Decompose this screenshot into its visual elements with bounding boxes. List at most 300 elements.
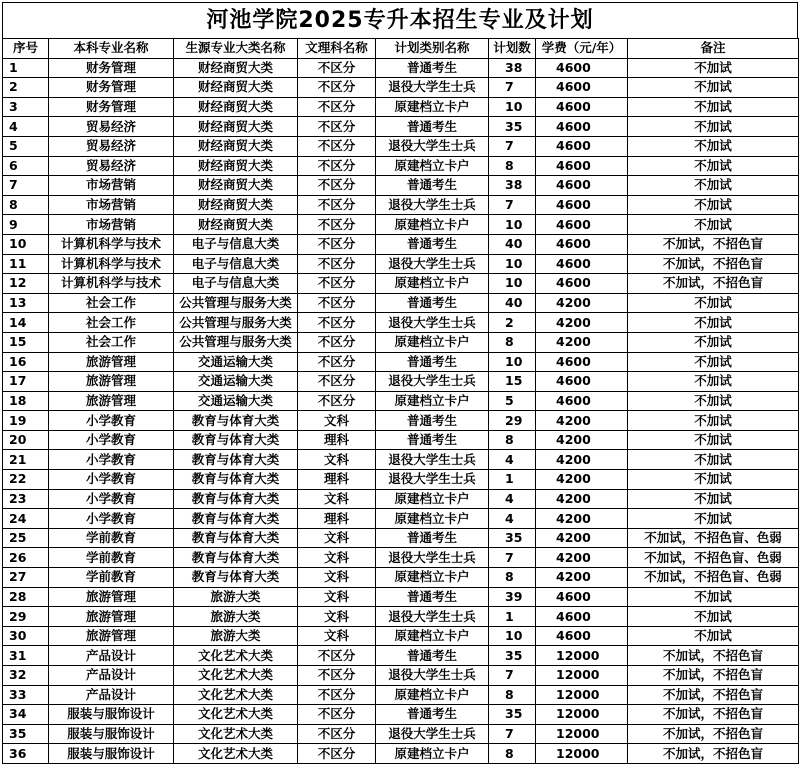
cell-seq: 7 bbox=[3, 176, 49, 196]
cell-tuition: 4600 bbox=[536, 215, 628, 235]
cell-plan-count: 35 bbox=[489, 117, 536, 137]
cell-seq: 12 bbox=[3, 274, 49, 294]
cell-plan-count: 1 bbox=[489, 607, 536, 627]
cell-plan-count: 35 bbox=[489, 705, 536, 725]
cell-subject-type: 文科 bbox=[298, 489, 376, 509]
header-subject-type: 文理科名称 bbox=[298, 39, 376, 59]
cell-tuition: 4200 bbox=[536, 293, 628, 313]
cell-remarks: 不加试，不招色盲 bbox=[628, 254, 799, 274]
cell-remarks: 不加试 bbox=[628, 509, 799, 529]
table-row bbox=[3, 117, 799, 137]
cell-plan-count: 10 bbox=[489, 215, 536, 235]
cell-plan-count: 38 bbox=[489, 58, 536, 78]
cell-source-category: 交通运输大类 bbox=[174, 352, 298, 372]
table-row bbox=[3, 313, 799, 333]
cell-tuition: 4600 bbox=[536, 195, 628, 215]
cell-plan-category: 普通考生 bbox=[376, 430, 489, 450]
cell-major: 小学教育 bbox=[49, 470, 174, 490]
cell-remarks: 不加试 bbox=[628, 78, 799, 98]
table-row bbox=[3, 528, 799, 548]
cell-major: 社会工作 bbox=[49, 313, 174, 333]
cell-remarks: 不加试 bbox=[628, 58, 799, 78]
cell-subject-type: 不区分 bbox=[298, 97, 376, 117]
cell-subject-type: 不区分 bbox=[298, 372, 376, 392]
cell-plan-count: 4 bbox=[489, 450, 536, 470]
table-row bbox=[3, 548, 799, 568]
cell-subject-type: 不区分 bbox=[298, 78, 376, 98]
cell-remarks: 不加试 bbox=[628, 470, 799, 490]
cell-plan-count: 40 bbox=[489, 293, 536, 313]
cell-plan-category: 退役大学生士兵 bbox=[376, 724, 489, 744]
cell-tuition: 12000 bbox=[536, 705, 628, 725]
cell-plan-count: 7 bbox=[489, 548, 536, 568]
cell-major: 服装与服饰设计 bbox=[49, 705, 174, 725]
table-row bbox=[3, 509, 799, 529]
cell-seq: 24 bbox=[3, 509, 49, 529]
cell-tuition: 4200 bbox=[536, 528, 628, 548]
cell-source-category: 旅游大类 bbox=[174, 607, 298, 627]
cell-plan-category: 原建档立卡户 bbox=[376, 489, 489, 509]
document bbox=[2, 2, 798, 764]
cell-seq: 11 bbox=[3, 254, 49, 274]
cell-tuition: 4200 bbox=[536, 489, 628, 509]
cell-remarks: 不加试 bbox=[628, 587, 799, 607]
cell-plan-count: 8 bbox=[489, 332, 536, 352]
table-row bbox=[3, 666, 799, 686]
cell-remarks: 不加试，不招色盲 bbox=[628, 666, 799, 686]
table-row bbox=[3, 744, 799, 764]
cell-subject-type: 不区分 bbox=[298, 724, 376, 744]
cell-remarks: 不加试，不招色盲 bbox=[628, 234, 799, 254]
cell-plan-category: 退役大学生士兵 bbox=[376, 470, 489, 490]
header-plan-category: 计划类别名称 bbox=[376, 39, 489, 59]
cell-major: 财务管理 bbox=[49, 58, 174, 78]
cell-subject-type: 不区分 bbox=[298, 705, 376, 725]
cell-source-category: 教育与体育大类 bbox=[174, 528, 298, 548]
cell-plan-category: 原建档立卡户 bbox=[376, 568, 489, 588]
cell-subject-type: 不区分 bbox=[298, 215, 376, 235]
cell-tuition: 4600 bbox=[536, 274, 628, 294]
cell-remarks: 不加试 bbox=[628, 293, 799, 313]
cell-seq: 25 bbox=[3, 528, 49, 548]
table-row bbox=[3, 470, 799, 490]
cell-remarks: 不加试 bbox=[628, 411, 799, 431]
cell-source-category: 教育与体育大类 bbox=[174, 430, 298, 450]
cell-subject-type: 文科 bbox=[298, 626, 376, 646]
cell-seq: 19 bbox=[3, 411, 49, 431]
cell-remarks: 不加试，不招色盲 bbox=[628, 685, 799, 705]
cell-source-category: 旅游大类 bbox=[174, 587, 298, 607]
cell-tuition: 4600 bbox=[536, 156, 628, 176]
cell-subject-type: 文科 bbox=[298, 587, 376, 607]
header-remarks: 备注 bbox=[628, 39, 799, 59]
table-row bbox=[3, 156, 799, 176]
cell-remarks: 不加试 bbox=[628, 313, 799, 333]
cell-source-category: 文化艺术大类 bbox=[174, 705, 298, 725]
table-row bbox=[3, 195, 799, 215]
cell-tuition: 4200 bbox=[536, 509, 628, 529]
cell-source-category: 财经商贸大类 bbox=[174, 117, 298, 137]
cell-seq: 28 bbox=[3, 587, 49, 607]
cell-plan-category: 原建档立卡户 bbox=[376, 274, 489, 294]
cell-tuition: 4600 bbox=[536, 254, 628, 274]
cell-subject-type: 不区分 bbox=[298, 313, 376, 333]
cell-source-category: 财经商贸大类 bbox=[174, 215, 298, 235]
cell-subject-type: 文科 bbox=[298, 568, 376, 588]
cell-source-category: 交通运输大类 bbox=[174, 391, 298, 411]
cell-plan-count: 10 bbox=[489, 274, 536, 294]
cell-remarks: 不加试，不招色盲、色弱 bbox=[628, 548, 799, 568]
cell-tuition: 4600 bbox=[536, 97, 628, 117]
cell-major: 社会工作 bbox=[49, 293, 174, 313]
cell-plan-count: 39 bbox=[489, 587, 536, 607]
cell-remarks: 不加试 bbox=[628, 97, 799, 117]
cell-source-category: 公共管理与服务大类 bbox=[174, 313, 298, 333]
cell-plan-count: 8 bbox=[489, 156, 536, 176]
cell-plan-count: 10 bbox=[489, 626, 536, 646]
cell-tuition: 4600 bbox=[536, 136, 628, 156]
cell-source-category: 电子与信息大类 bbox=[174, 254, 298, 274]
cell-plan-count: 7 bbox=[489, 195, 536, 215]
cell-major: 财务管理 bbox=[49, 97, 174, 117]
cell-plan-count: 1 bbox=[489, 470, 536, 490]
cell-source-category: 财经商贸大类 bbox=[174, 136, 298, 156]
cell-seq: 10 bbox=[3, 234, 49, 254]
table-body bbox=[3, 58, 799, 763]
cell-remarks: 不加试 bbox=[628, 391, 799, 411]
cell-remarks: 不加试 bbox=[628, 195, 799, 215]
cell-plan-category: 原建档立卡户 bbox=[376, 156, 489, 176]
cell-plan-category: 原建档立卡户 bbox=[376, 97, 489, 117]
cell-remarks: 不加试，不招色盲 bbox=[628, 705, 799, 725]
cell-source-category: 财经商贸大类 bbox=[174, 58, 298, 78]
cell-seq: 23 bbox=[3, 489, 49, 509]
table-row bbox=[3, 136, 799, 156]
cell-source-category: 文化艺术大类 bbox=[174, 646, 298, 666]
cell-plan-category: 普通考生 bbox=[376, 646, 489, 666]
cell-seq: 5 bbox=[3, 136, 49, 156]
cell-subject-type: 不区分 bbox=[298, 332, 376, 352]
cell-tuition: 4600 bbox=[536, 372, 628, 392]
cell-tuition: 4200 bbox=[536, 450, 628, 470]
cell-seq: 35 bbox=[3, 724, 49, 744]
cell-major: 社会工作 bbox=[49, 332, 174, 352]
cell-source-category: 财经商贸大类 bbox=[174, 176, 298, 196]
cell-plan-category: 普通考生 bbox=[376, 528, 489, 548]
cell-major: 计算机科学与技术 bbox=[49, 254, 174, 274]
cell-tuition: 4200 bbox=[536, 568, 628, 588]
cell-major: 市场营销 bbox=[49, 195, 174, 215]
cell-remarks: 不加试 bbox=[628, 430, 799, 450]
cell-seq: 13 bbox=[3, 293, 49, 313]
cell-plan-count: 40 bbox=[489, 234, 536, 254]
table-row bbox=[3, 430, 799, 450]
cell-plan-category: 普通考生 bbox=[376, 352, 489, 372]
cell-tuition: 4200 bbox=[536, 430, 628, 450]
cell-major: 计算机科学与技术 bbox=[49, 274, 174, 294]
cell-source-category: 电子与信息大类 bbox=[174, 234, 298, 254]
table-row bbox=[3, 489, 799, 509]
cell-source-category: 财经商贸大类 bbox=[174, 78, 298, 98]
enrollment-plan-table bbox=[2, 38, 799, 764]
table-row bbox=[3, 607, 799, 627]
cell-tuition: 4600 bbox=[536, 176, 628, 196]
cell-subject-type: 文科 bbox=[298, 450, 376, 470]
cell-seq: 20 bbox=[3, 430, 49, 450]
cell-tuition: 4600 bbox=[536, 117, 628, 137]
cell-seq: 31 bbox=[3, 646, 49, 666]
table-row bbox=[3, 78, 799, 98]
cell-plan-category: 原建档立卡户 bbox=[376, 509, 489, 529]
cell-plan-category: 原建档立卡户 bbox=[376, 215, 489, 235]
cell-plan-category: 退役大学生士兵 bbox=[376, 78, 489, 98]
cell-remarks: 不加试，不招色盲 bbox=[628, 646, 799, 666]
table-row bbox=[3, 274, 799, 294]
cell-plan-category: 退役大学生士兵 bbox=[376, 607, 489, 627]
cell-source-category: 文化艺术大类 bbox=[174, 666, 298, 686]
cell-major: 贸易经济 bbox=[49, 117, 174, 137]
cell-remarks: 不加试，不招色盲、色弱 bbox=[628, 528, 799, 548]
cell-plan-count: 7 bbox=[489, 666, 536, 686]
cell-seq: 36 bbox=[3, 744, 49, 764]
cell-plan-count: 5 bbox=[489, 391, 536, 411]
cell-plan-category: 退役大学生士兵 bbox=[376, 313, 489, 333]
cell-source-category: 教育与体育大类 bbox=[174, 548, 298, 568]
cell-remarks: 不加试 bbox=[628, 489, 799, 509]
cell-plan-category: 退役大学生士兵 bbox=[376, 666, 489, 686]
cell-source-category: 公共管理与服务大类 bbox=[174, 293, 298, 313]
cell-remarks: 不加试 bbox=[628, 215, 799, 235]
cell-subject-type: 不区分 bbox=[298, 391, 376, 411]
cell-remarks: 不加试 bbox=[628, 332, 799, 352]
cell-subject-type: 文科 bbox=[298, 411, 376, 431]
cell-tuition: 4200 bbox=[536, 548, 628, 568]
cell-source-category: 教育与体育大类 bbox=[174, 470, 298, 490]
table-row bbox=[3, 372, 799, 392]
cell-tuition: 12000 bbox=[536, 744, 628, 764]
cell-remarks: 不加试 bbox=[628, 450, 799, 470]
cell-seq: 27 bbox=[3, 568, 49, 588]
cell-subject-type: 理科 bbox=[298, 509, 376, 529]
cell-remarks: 不加试 bbox=[628, 176, 799, 196]
cell-seq: 6 bbox=[3, 156, 49, 176]
cell-major: 小学教育 bbox=[49, 450, 174, 470]
cell-plan-category: 普通考生 bbox=[376, 176, 489, 196]
table-row bbox=[3, 234, 799, 254]
cell-major: 贸易经济 bbox=[49, 156, 174, 176]
cell-remarks: 不加试，不招色盲 bbox=[628, 724, 799, 744]
cell-seq: 17 bbox=[3, 372, 49, 392]
cell-remarks: 不加试 bbox=[628, 372, 799, 392]
cell-tuition: 12000 bbox=[536, 685, 628, 705]
cell-major: 小学教育 bbox=[49, 411, 174, 431]
header-seq: 序号 bbox=[3, 39, 49, 59]
cell-tuition: 4200 bbox=[536, 411, 628, 431]
cell-plan-category: 普通考生 bbox=[376, 411, 489, 431]
cell-subject-type: 不区分 bbox=[298, 195, 376, 215]
cell-major: 市场营销 bbox=[49, 176, 174, 196]
cell-tuition: 4600 bbox=[536, 352, 628, 372]
cell-subject-type: 不区分 bbox=[298, 352, 376, 372]
cell-plan-count: 15 bbox=[489, 372, 536, 392]
cell-seq: 9 bbox=[3, 215, 49, 235]
cell-major: 产品设计 bbox=[49, 666, 174, 686]
cell-plan-count: 10 bbox=[489, 352, 536, 372]
cell-major: 旅游管理 bbox=[49, 607, 174, 627]
cell-plan-category: 退役大学生士兵 bbox=[376, 136, 489, 156]
table-row bbox=[3, 411, 799, 431]
cell-major: 学前教育 bbox=[49, 528, 174, 548]
cell-tuition: 4600 bbox=[536, 78, 628, 98]
cell-remarks: 不加试，不招色盲 bbox=[628, 274, 799, 294]
table-row bbox=[3, 587, 799, 607]
cell-source-category: 财经商贸大类 bbox=[174, 195, 298, 215]
cell-plan-count: 35 bbox=[489, 528, 536, 548]
cell-plan-count: 7 bbox=[489, 724, 536, 744]
cell-plan-category: 原建档立卡户 bbox=[376, 744, 489, 764]
cell-subject-type: 理科 bbox=[298, 470, 376, 490]
cell-seq: 15 bbox=[3, 332, 49, 352]
cell-seq: 26 bbox=[3, 548, 49, 568]
cell-seq: 33 bbox=[3, 685, 49, 705]
cell-source-category: 旅游大类 bbox=[174, 626, 298, 646]
cell-plan-category: 原建档立卡户 bbox=[376, 332, 489, 352]
cell-source-category: 公共管理与服务大类 bbox=[174, 332, 298, 352]
cell-plan-category: 退役大学生士兵 bbox=[376, 254, 489, 274]
cell-seq: 3 bbox=[3, 97, 49, 117]
cell-plan-count: 10 bbox=[489, 97, 536, 117]
cell-seq: 32 bbox=[3, 666, 49, 686]
cell-major: 服装与服饰设计 bbox=[49, 744, 174, 764]
cell-plan-count: 35 bbox=[489, 646, 536, 666]
cell-major: 旅游管理 bbox=[49, 352, 174, 372]
cell-subject-type: 不区分 bbox=[298, 685, 376, 705]
table-row bbox=[3, 215, 799, 235]
cell-plan-category: 普通考生 bbox=[376, 587, 489, 607]
cell-plan-category: 普通考生 bbox=[376, 58, 489, 78]
cell-tuition: 4600 bbox=[536, 234, 628, 254]
cell-subject-type: 不区分 bbox=[298, 293, 376, 313]
cell-subject-type: 不区分 bbox=[298, 744, 376, 764]
cell-major: 旅游管理 bbox=[49, 372, 174, 392]
table-row bbox=[3, 705, 799, 725]
table-row bbox=[3, 450, 799, 470]
cell-subject-type: 不区分 bbox=[298, 274, 376, 294]
cell-source-category: 教育与体育大类 bbox=[174, 411, 298, 431]
cell-plan-category: 退役大学生士兵 bbox=[376, 450, 489, 470]
cell-plan-category: 退役大学生士兵 bbox=[376, 372, 489, 392]
cell-seq: 29 bbox=[3, 607, 49, 627]
cell-plan-category: 普通考生 bbox=[376, 117, 489, 137]
cell-seq: 21 bbox=[3, 450, 49, 470]
cell-remarks: 不加试 bbox=[628, 117, 799, 137]
cell-source-category: 电子与信息大类 bbox=[174, 274, 298, 294]
cell-plan-count: 4 bbox=[489, 509, 536, 529]
cell-major: 财务管理 bbox=[49, 78, 174, 98]
cell-tuition: 4600 bbox=[536, 58, 628, 78]
cell-source-category: 交通运输大类 bbox=[174, 372, 298, 392]
cell-plan-category: 原建档立卡户 bbox=[376, 685, 489, 705]
cell-source-category: 教育与体育大类 bbox=[174, 568, 298, 588]
cell-subject-type: 不区分 bbox=[298, 58, 376, 78]
cell-plan-count: 8 bbox=[489, 685, 536, 705]
table-row bbox=[3, 724, 799, 744]
cell-plan-count: 7 bbox=[489, 136, 536, 156]
cell-tuition: 12000 bbox=[536, 646, 628, 666]
cell-plan-count: 2 bbox=[489, 313, 536, 333]
table-row bbox=[3, 646, 799, 666]
cell-major: 学前教育 bbox=[49, 568, 174, 588]
cell-seq: 2 bbox=[3, 78, 49, 98]
cell-plan-count: 8 bbox=[489, 744, 536, 764]
cell-source-category: 财经商贸大类 bbox=[174, 97, 298, 117]
cell-plan-count: 29 bbox=[489, 411, 536, 431]
cell-seq: 30 bbox=[3, 626, 49, 646]
cell-major: 市场营销 bbox=[49, 215, 174, 235]
cell-subject-type: 不区分 bbox=[298, 117, 376, 137]
cell-major: 贸易经济 bbox=[49, 136, 174, 156]
cell-source-category: 文化艺术大类 bbox=[174, 744, 298, 764]
cell-major: 旅游管理 bbox=[49, 587, 174, 607]
table-row bbox=[3, 97, 799, 117]
cell-source-category: 教育与体育大类 bbox=[174, 489, 298, 509]
cell-tuition: 4200 bbox=[536, 332, 628, 352]
table-row bbox=[3, 568, 799, 588]
cell-subject-type: 不区分 bbox=[298, 136, 376, 156]
header-source-category: 生源专业大类名称 bbox=[174, 39, 298, 59]
cell-major: 计算机科学与技术 bbox=[49, 234, 174, 254]
cell-source-category: 文化艺术大类 bbox=[174, 724, 298, 744]
page-title: 河池学院2025专升本招生专业及计划 bbox=[2, 2, 798, 38]
cell-plan-count: 7 bbox=[489, 78, 536, 98]
cell-plan-category: 普通考生 bbox=[376, 234, 489, 254]
table-row bbox=[3, 293, 799, 313]
cell-remarks: 不加试 bbox=[628, 626, 799, 646]
table-row bbox=[3, 332, 799, 352]
cell-source-category: 教育与体育大类 bbox=[174, 509, 298, 529]
cell-seq: 18 bbox=[3, 391, 49, 411]
cell-major: 产品设计 bbox=[49, 646, 174, 666]
cell-major: 服装与服饰设计 bbox=[49, 724, 174, 744]
cell-major: 学前教育 bbox=[49, 548, 174, 568]
cell-major: 产品设计 bbox=[49, 685, 174, 705]
cell-subject-type: 不区分 bbox=[298, 176, 376, 196]
cell-tuition: 4600 bbox=[536, 587, 628, 607]
cell-remarks: 不加试 bbox=[628, 136, 799, 156]
cell-source-category: 文化艺术大类 bbox=[174, 685, 298, 705]
cell-plan-count: 10 bbox=[489, 254, 536, 274]
cell-tuition: 4200 bbox=[536, 470, 628, 490]
table-row bbox=[3, 391, 799, 411]
cell-plan-category: 退役大学生士兵 bbox=[376, 195, 489, 215]
cell-tuition: 4600 bbox=[536, 391, 628, 411]
table-row bbox=[3, 254, 799, 274]
cell-seq: 22 bbox=[3, 470, 49, 490]
header-plan-count: 计划数 bbox=[489, 39, 536, 59]
cell-seq: 1 bbox=[3, 58, 49, 78]
cell-subject-type: 理科 bbox=[298, 430, 376, 450]
cell-tuition: 4200 bbox=[536, 313, 628, 333]
cell-seq: 14 bbox=[3, 313, 49, 333]
cell-tuition: 4600 bbox=[536, 607, 628, 627]
cell-subject-type: 文科 bbox=[298, 528, 376, 548]
cell-subject-type: 不区分 bbox=[298, 156, 376, 176]
cell-seq: 16 bbox=[3, 352, 49, 372]
cell-plan-category: 退役大学生士兵 bbox=[376, 548, 489, 568]
cell-major: 小学教育 bbox=[49, 509, 174, 529]
cell-source-category: 财经商贸大类 bbox=[174, 156, 298, 176]
cell-subject-type: 不区分 bbox=[298, 646, 376, 666]
